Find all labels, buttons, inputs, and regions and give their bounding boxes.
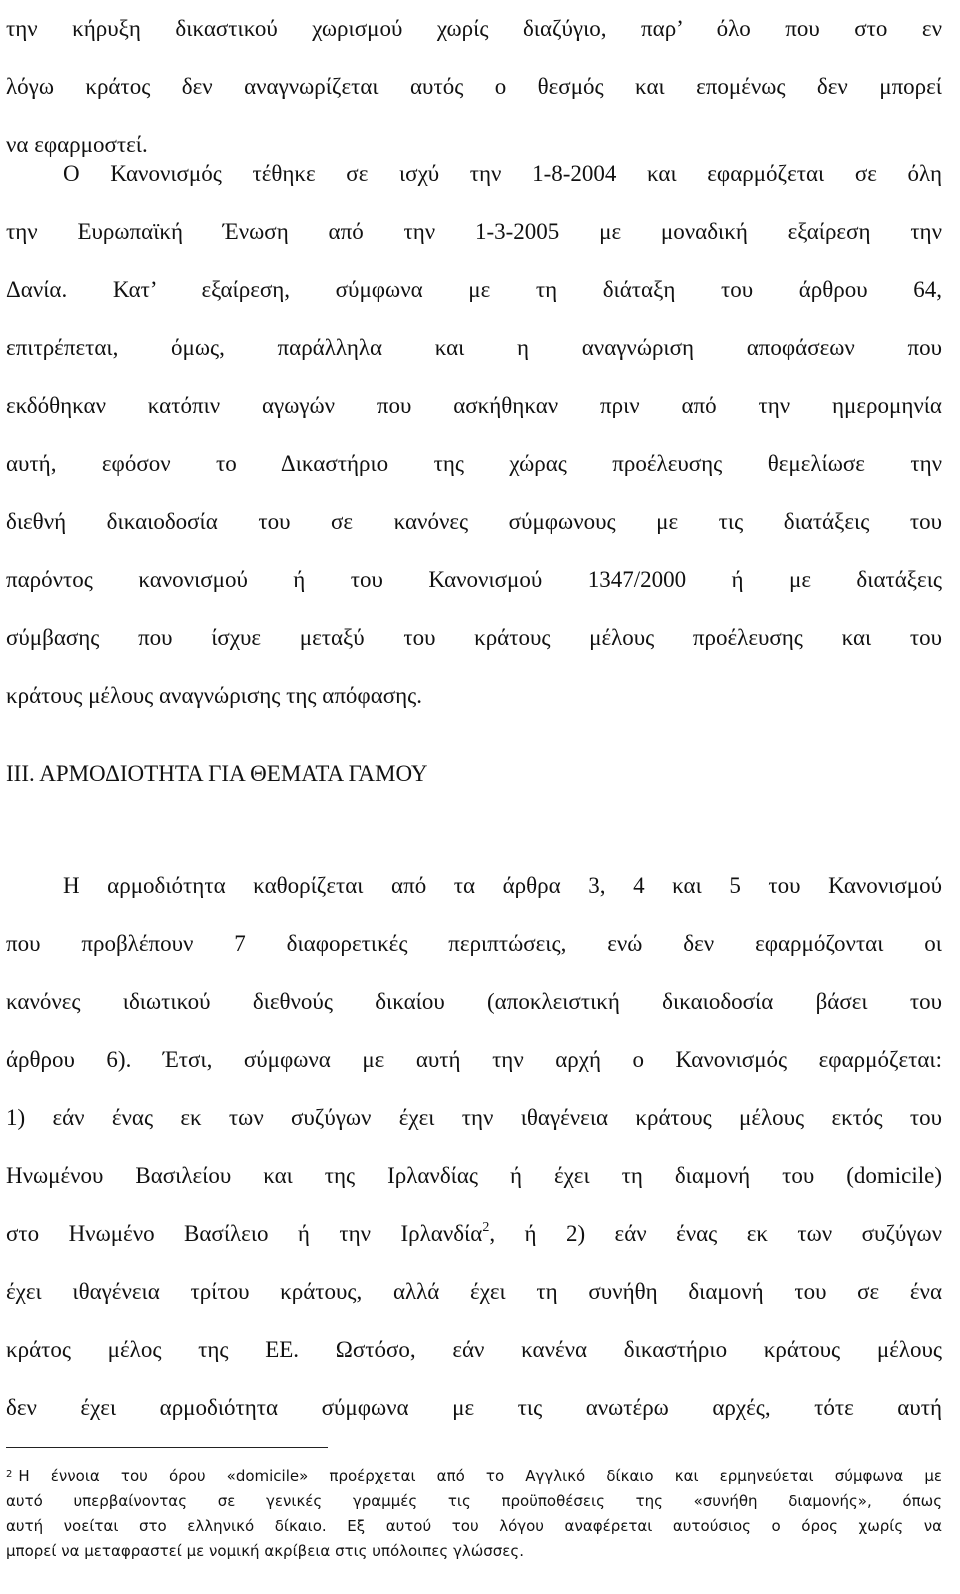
footnote-number: 2	[6, 1469, 13, 1480]
text-line: Ηνωμένου Βασιλείου και της Ιρλανδίας ή έχει τη διαμονή του (domicile)	[6, 1163, 942, 1188]
text-line: 1) εάν ένας εκ των συζύγων έχει την ιθαγένεια κράτους μέλους εκτός του	[6, 1105, 942, 1130]
text-line: άρθρου 6). Έτσι, σύμφωνα με αυτή την αρχή ο Κανονισμός εφαρμόζεται:	[6, 1047, 942, 1072]
text-line: αυτή, εφόσον το Δικαστήριο της χώρας προέλευσης θεμελίωσε την	[6, 451, 942, 476]
text-line: την κήρυξη δικαστικού χωρισμού χωρίς διαζύγιο, παρ’ όλο που στο εν	[6, 16, 942, 41]
footnote-text: Η έννοια του όρου «domicile» προέρχεται από το Αγγλικό δίκαιο και ερμηνεύεται σύμφωνα με	[18, 1467, 942, 1485]
footnote-line: αυτή νοείται στο ελληνικό δίκαιο. Εξ αυτού του λόγου αναφέρεται αυτούσιος ο όρος χωρίς να	[6, 1517, 942, 1535]
text-segment: στο Ηνωμένο Βασίλειο ή την Ιρλανδία	[6, 1221, 483, 1246]
footnote-line: αυτό υπερβαίνοντας σε γενικές γραμμές τις προϋποθέσεις της «συνήθη διαμονής», όπως	[6, 1492, 942, 1510]
text-line: διεθνή δικαιοδοσία του σε κανόνες σύμφωνους με τις διατάξεις του	[6, 509, 942, 534]
footnote-separator	[6, 1447, 328, 1448]
paragraph-jurisdiction	[6, 857, 942, 1437]
text-line: έχει ιθαγένεια τρίτου κράτους, αλλά έχει τη συνήθη διαμονή του σε ένα	[6, 1279, 942, 1304]
text-line: δεν έχει αρμοδιότητα σύμφωνα με τις ανωτέρω αρχές, τότε αυτή	[6, 1395, 942, 1420]
text-line: λόγω κράτος δεν αναγνωρίζεται αυτός ο θεσμός και επομένως δεν μπορεί	[6, 74, 942, 99]
text-line: εκδόθηκαν κατόπιν αγωγών που ασκήθηκαν πριν από την ημερομηνία	[6, 393, 942, 418]
section-heading: ΙΙΙ. ΑΡΜΟΔΙΟΤΗΤΑ ΓΙΑ ΘΕΜΑΤΑ ΓΑΜΟΥ	[6, 761, 428, 786]
text-line-content: Ο Κανονισμός τέθηκε σε ισχύ την 1-8-2004 και εφαρμόζεται σε όλη	[63, 161, 942, 186]
text-line	[6, 145, 942, 203]
text-line: κράτος μέλος της ΕΕ. Ωστόσο, εάν κανένα δικαστήριο κράτους μέλους	[6, 1337, 942, 1362]
text-line: την Ευρωπαϊκή Ένωση από την 1-3-2005 με μοναδική εξαίρεση την	[6, 219, 942, 244]
text-line: Δανία. Κατ’ εξαίρεση, σύμφωνα με τη διάταξη του άρθρου 64,	[6, 277, 942, 302]
text-line: σύμβασης που ίσχυε μεταξύ του κράτους μέλους προέλευσης και του	[6, 625, 942, 650]
text-line: κανόνες ιδιωτικού διεθνούς δικαίου (αποκλειστική δικαιοδοσία βάσει του	[6, 989, 942, 1014]
text-line-content: Η αρμοδιότητα καθορίζεται από τα άρθρα 3, 4 και 5 του Κανονισμού	[63, 873, 942, 898]
footnote-line	[6, 1464, 942, 1489]
text-segment: , ή 2) εάν ένας εκ των συζύγων	[489, 1221, 942, 1246]
text-line: κράτους μέλους αναγνώρισης της απόφασης.	[6, 683, 423, 708]
text-line	[6, 857, 942, 915]
footnote-block	[6, 1464, 942, 1564]
text-line: επιτρέπεται, όμως, παράλληλα και η αναγνώριση αποφάσεων που	[6, 335, 942, 360]
text-line: παρόντος κανονισμού ή του Κανονισμού 1347/2000 ή με διατάξεις	[6, 567, 942, 592]
text-line	[6, 1205, 942, 1263]
paragraph-regulation-effect	[6, 145, 942, 725]
text-line: που προβλέπουν 7 διαφορετικές περιπτώσεις, ενώ δεν εφαρμόζονται οι	[6, 931, 942, 956]
footnote-line: μπορεί να μεταφραστεί με νομική ακρίβεια στις υπόλοιπες γλώσσες.	[6, 1542, 524, 1560]
footnote-reference[interactable]: 2	[482, 1220, 490, 1235]
text-line: να εφαρμοστεί.	[6, 132, 148, 157]
